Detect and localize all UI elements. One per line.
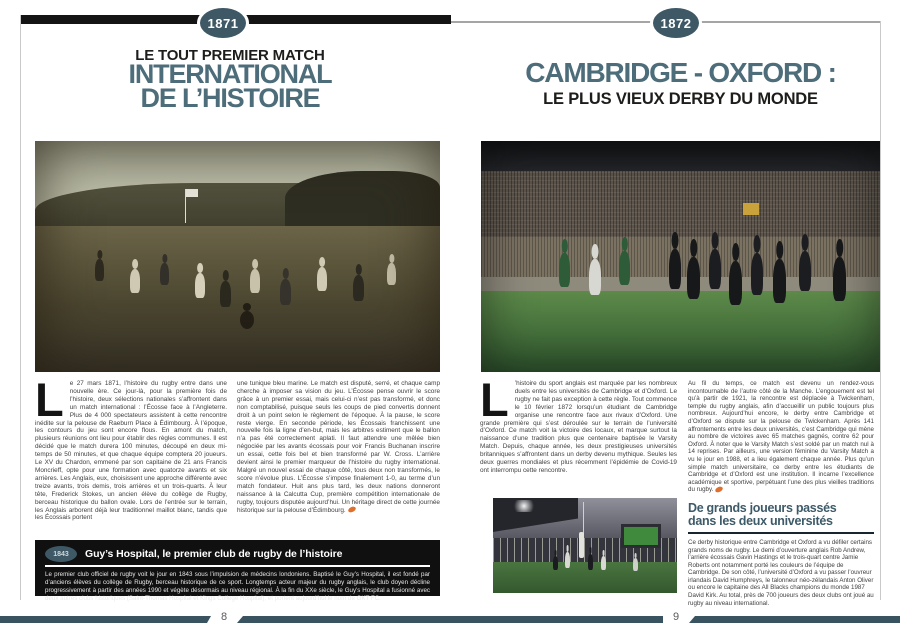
fact-box-header — [45, 546, 430, 567]
fact-box-body: Le premier club officiel de rugby voit le jour en 1843 sous l’impulsion de médecins londoniens. Baptisé le Guy’s Hospital, il est fondé par d’anciens élèves du collège de Rugby, berceau historique de ce sport. Longtemps acteur majeur du rugby anglais, le club doyen décline progressivement à partir des années 1990 et végète désormais au niveau régional. À la fin du XXe siècle, le Guy’s Hospital a fusionné avec deux autres clubs historiques (Saint-Thomas Hospital et Kings College Hospital), et portent aujourd’hui le nom de GKT FC. — [45, 571, 430, 602]
right-article-column-2 — [688, 380, 874, 607]
stadium-screen — [624, 527, 658, 545]
subsection-text: Ce derby historique entre Cambridge et Oxford a vu défiler certains grands noms de rugby. Le demi d’ouverture anglais Rob Andrew, l’arrière écossais Gavin Hastings et le trois-quart centre Jamie Roberts ont notamment porté les couleurs de l’équipe de Cambridge. De son côté, l’université d’Oxford a vu passer l’ouvreur irlandais David Humphreys, le talonneur néo-zélandais Anton Oliver ou encore le capitaine des All Blacks champions du monde 1987 David Kirk. Au total, près de 700 joueurs des deux clubs ont joué au rugby au niveau international. — [688, 538, 874, 607]
right-article-column-1 — [480, 373, 677, 475]
left-dropcap: L — [35, 373, 64, 426]
year-badge-1871: 1871 — [197, 5, 249, 41]
subheading-line1: De grands joueurs passés — [688, 500, 837, 515]
left-page-kicker: LE TOUT PREMIER MATCH — [135, 47, 325, 64]
lineout-jumper — [579, 532, 584, 558]
fact-box-guys-hospital — [35, 540, 440, 602]
right-article-col2-text: Au fil du temps, ce match est devenu un rendez-vous incontournable de l’autre côté de la Manche. L’engouement est tel qu’à partir de 1921, la rencontre est déplacée à Twickenham, temple du rugby anglais, afin d’accueillir un public toujours plus nombreux. Aujourd’hui encore, le derby entre Cambridge et d’Oxford se dispute sur la pelouse de Twickenham. Après 141 affrontements entre les deux universités, c’est Cambridge qui mène au nombre de victoires avec 65 matches gagnés, contre 62 pour Oxford. À noter que le Varsity Match s’est soldé par un match nul à 14 reprises. Par ailleurs, une version féminine du Varsity Match a vu le jour en 1988, et a lieu également chaque année. Plus qu’un simple match universitaire, ce derby entre les étudiants de Cambridge et d’Oxford est une institution. Il incarne l’excellence académique et sportive, perpétuant l’une des plus vieilles traditions du rugby. — [688, 380, 874, 494]
left-page-number: 8 — [220, 611, 228, 623]
left-page-edge — [20, 15, 21, 600]
footer-bar-left — [0, 616, 211, 623]
right-page-number: 9 — [672, 611, 680, 623]
rugby-ball-endmark-icon — [347, 506, 356, 514]
twickenham-night-photo — [493, 498, 677, 593]
left-article-col1-text: e 27 mars 1871, l’histoire du rugby entre dans une nouvelle ère. Ce jour-là, pour la première fois de l’histoire, deux sélections nationales s’affrontent dans un match international : l’Écosse face à l’Angleterre. Plus de 4 000 spectateurs assistent à cette rencontre inédite sur la pelouse de Raeburn Place à Édimbourg. À l’époque, les contours du jeu sont encore flous. En amont du match, plusieurs réunions ont lieu pour établir des règles communes. Il est décidé que le match durera 100 minutes, découpé en deux mi-temps de 50 minutes, et que chaque équipe comptera 20 joueurs. Le XV du Chardon, emmené par son capitaine de 21 ans Francis Moncrieff, opte pour une formation avec quatorze avants et six arrières. Les Anglais, eux, choisissent une approche différente avec treize avants, trois demis, trois arrières et un trois-quarts. À leur tête, Frederick Stokes, un ancien élève du collège de Rugby, berceau historique du ballon ovale. Lors de l’entrée sur le terrain, les Anglais arborent déjà leur traditionnel maillot blanc, tandis que les Écossais portent — [35, 380, 227, 522]
fact-box-year-badge: 1843 — [45, 546, 77, 562]
right-page-subtitle: LE PLUS VIEUX DERBY DU MONDE — [543, 90, 818, 108]
rugby-ball-endmark-icon — [715, 486, 724, 494]
varsity-match-stadium-photo — [481, 141, 880, 372]
fact-box-title: Guy’s Hospital, le premier club de rugby de l’histoire — [85, 548, 343, 560]
right-page-title: CAMBRIDGE - OXFORD : — [525, 57, 836, 88]
left-page-title-line1: INTERNATIONAL — [128, 59, 332, 89]
left-article-col2-text: une tunique bleu marine. Le match est disputé, serré, et chaque camp cherche à imposer sa vision du jeu. L’Écosse pense ouvrir le score grâce à un premier essai, mais celui-ci n’est pas transformé, et donc non comptabilisé, puisque seuls les coups de pied convertis donnent droit à un point selon le règlement de l’époque. À la pause, le score reste vierge. En seconde période, les Écossais franchissent une nouvelle fois la ligne d’en-but, mais les arbitres estiment que le ballon n’a pas été correctement aplati. Il faut attendre une mêlée bien négociée par les avants écossais pour voir Francis Buchanan inscrire un essai, cette fois bel et bien transformé par W. Cross. L’arrière devient ainsi le premier marqueur de l’histoire du rugby international. Malgré un nouvel essai de chaque côté, tous deux non transformés, le score n’évolue plus. L’Écosse s’impose finalement 1-0, au terme d’un match fondateur. Huit ans plus tard, les deux nations donneront naissance à la Calcutta Cup, première compétition internationale de rugby, toujours disputée aujourd’hui. Un héritage direct de cette journée historique sur la pelouse d’Édimbourg. — [237, 380, 440, 514]
footer-bar-right — [689, 616, 900, 623]
subheading-line2: dans les deux universités — [688, 514, 833, 529]
right-page-edge — [880, 21, 881, 600]
right-article-col1-text: ’histoire du sport anglais est marquée par les nombreux duels entre les universités de Cambridge et d’Oxford. Le rugby ne fait pas exception à cette règle. Tout commence le 10 février 1872 lorsqu’un étudiant de Cambridge organise une rencontre face aux rivaux d’Oxford. Une grande première qui s’est déroulée sur le terrain de l’université d’Oxford. Ce match voit la victoire des locaux, et marque surtout la naissance d’une tradition plus que centenaire baptisée le Varsity Match. Depuis, chaque année, les deux prestigieuses universités britanniques s’affrontent dans un derby devenu mythique. Seules les deux guerres mondiales et plus récemment l’épidémie de Covid-19 ont interrompu cette rencontre. — [480, 380, 677, 474]
left-article-column-2 — [237, 380, 440, 514]
footer-bar-center — [237, 616, 663, 623]
year-badge-1872: 1872 — [650, 5, 702, 41]
left-article-column-1 — [35, 373, 227, 522]
subheading-rule — [688, 532, 874, 534]
right-dropcap: L — [480, 373, 509, 426]
left-page-title-line2: DE L’HISTOIRE — [140, 83, 320, 113]
historic-1871-match-photo — [35, 141, 440, 372]
